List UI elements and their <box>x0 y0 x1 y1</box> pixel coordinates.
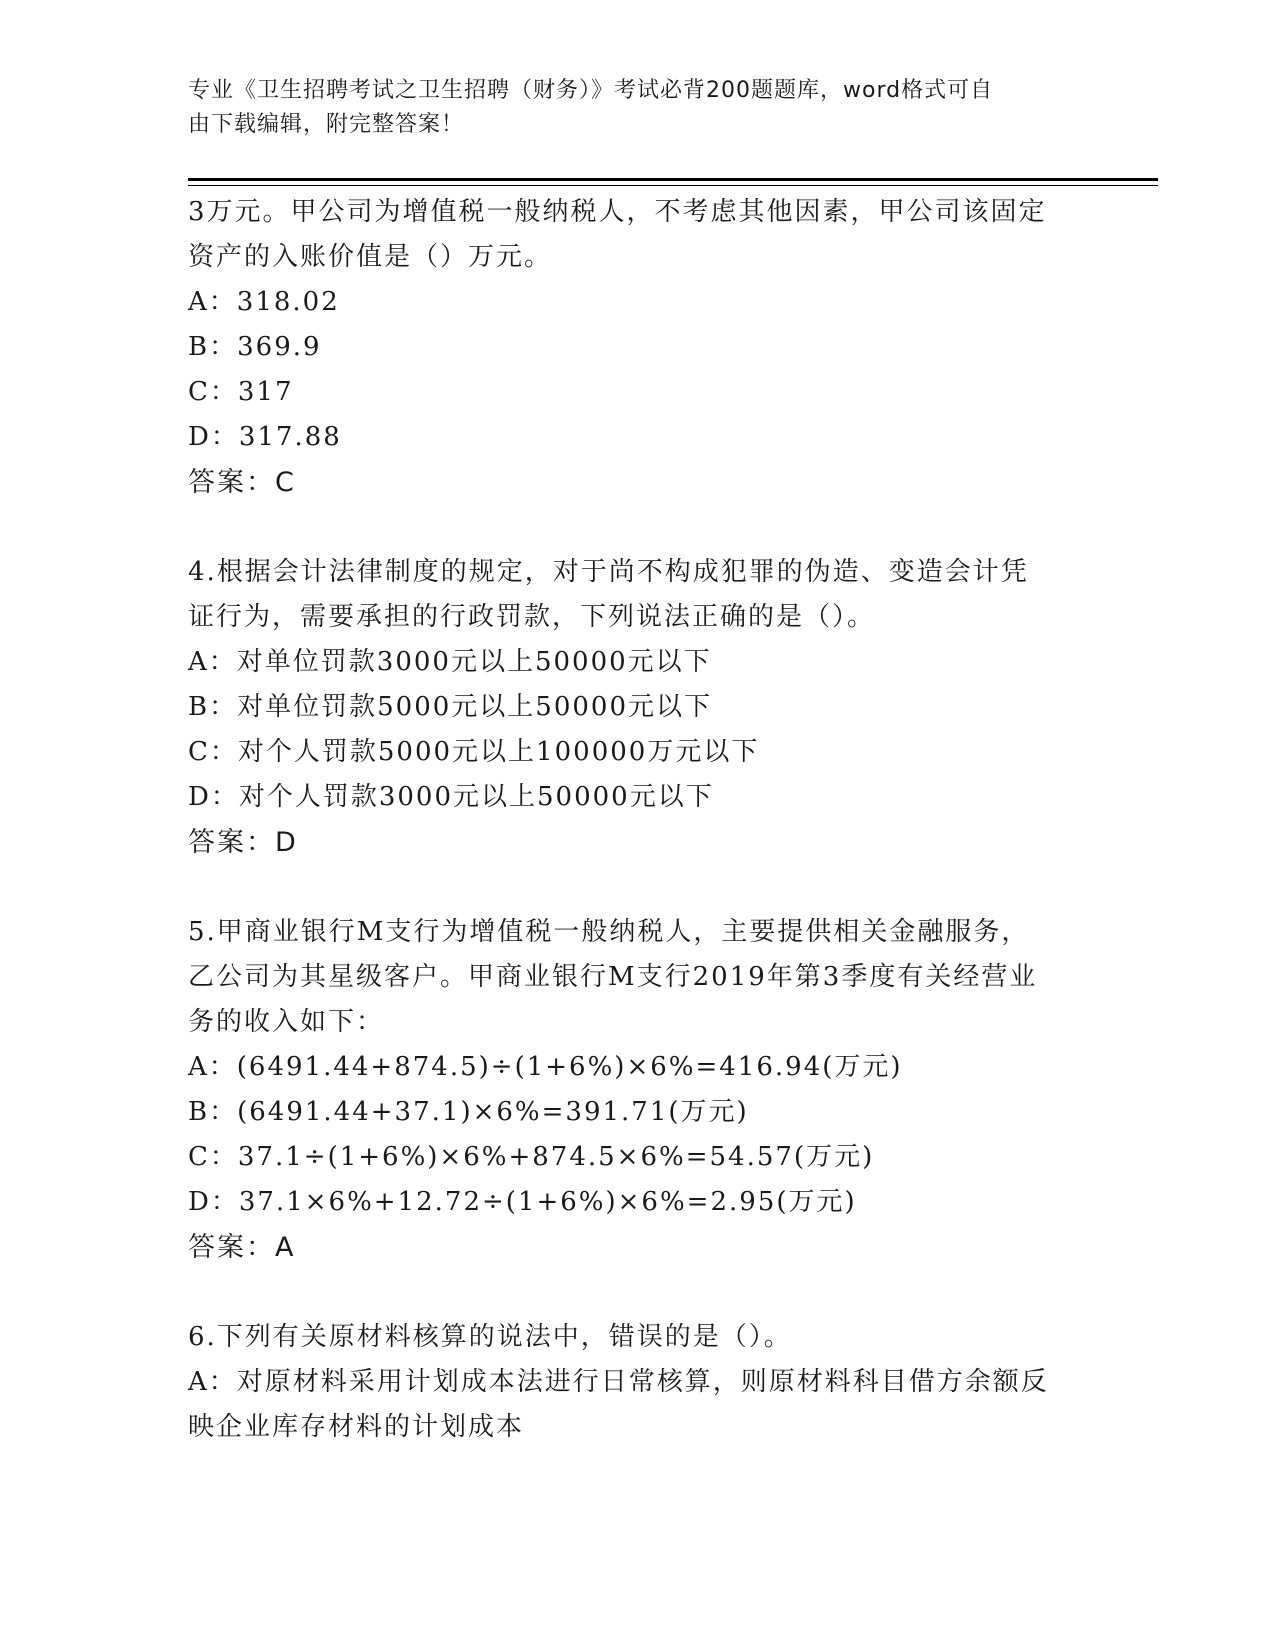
spacer <box>188 1270 1108 1315</box>
question-stem-line: 3万元。甲公司为增值税一般纳税人，不考虑其他因素，甲公司该固定 <box>188 197 1047 227</box>
spacer <box>188 505 1108 550</box>
option-c: C：317 <box>188 377 294 407</box>
question-block <box>188 550 1108 865</box>
option-d: D：37.1×6%+12.72÷(1+6%)×6%=2.95(万元) <box>188 1187 857 1217</box>
spacer <box>188 865 1108 910</box>
question-stem-line: 6.下列有关原材料核算的说法中，错误的是（）。 <box>188 1322 792 1352</box>
option-c: C：37.1÷(1+6%)×6%+874.5×6%=54.57(万元) <box>188 1142 875 1172</box>
option-a: A：(6491.44+874.5)÷(1+6%)×6%=416.94(万元) <box>188 1052 903 1082</box>
question-stem-line: 4.根据会计法律制度的规定，对于尚不构成犯罪的伪造、变造会计凭 <box>188 557 1029 587</box>
option-b: B：对单位罚款5000元以上50000元以下 <box>188 692 712 722</box>
option-a: A：对单位罚款3000元以上50000元以下 <box>188 647 712 677</box>
question-stem-line: 资产的入账价值是（）万元。 <box>188 242 553 272</box>
question-list <box>188 190 1108 1450</box>
header-divider-thin <box>188 185 1158 186</box>
answer-line: 答案：D <box>188 827 298 858</box>
answer-line: 答案：A <box>188 1232 296 1263</box>
question-stem-line: 乙公司为其星级客户。甲商业银行M支行2019年第3季度有关经营业 <box>188 962 1038 992</box>
document-header <box>188 74 1068 142</box>
option-d: D：317.88 <box>188 422 342 452</box>
question-block <box>188 1315 1108 1450</box>
option-c: C：对个人罚款5000元以上100000万元以下 <box>188 737 760 767</box>
option-a-line-2: 映企业库存材料的计划成本 <box>188 1412 525 1442</box>
option-d: D：对个人罚款3000元以上50000元以下 <box>188 782 714 812</box>
question-stem-line: 证行为，需要承担的行政罚款，下列说法正确的是（）。 <box>188 602 876 632</box>
option-b: B：(6491.44+37.1)×6%=391.71(万元) <box>188 1097 749 1127</box>
answer-line: 答案：C <box>188 467 296 498</box>
header-divider-thick <box>188 178 1158 181</box>
question-block <box>188 910 1108 1270</box>
option-b: B：369.9 <box>188 332 322 362</box>
question-stem-line: 务的收入如下： <box>188 1007 385 1037</box>
option-a: A：318.02 <box>188 287 340 317</box>
question-block <box>188 190 1108 505</box>
question-stem-line: 5.甲商业银行M支行为增值税一般纳税人，主要提供相关金融服务， <box>188 917 1030 947</box>
option-a-line-1: A：对原材料采用计划成本法进行日常核算，则原材料科目借方余额反 <box>188 1367 1049 1397</box>
header-title-line-2: 由下载编辑，附完整答案！ <box>188 112 465 137</box>
header-title-line-1: 专业《卫生招聘考试之卫生招聘（财务）》考试必背200题题库，word格式可自 <box>188 78 994 103</box>
